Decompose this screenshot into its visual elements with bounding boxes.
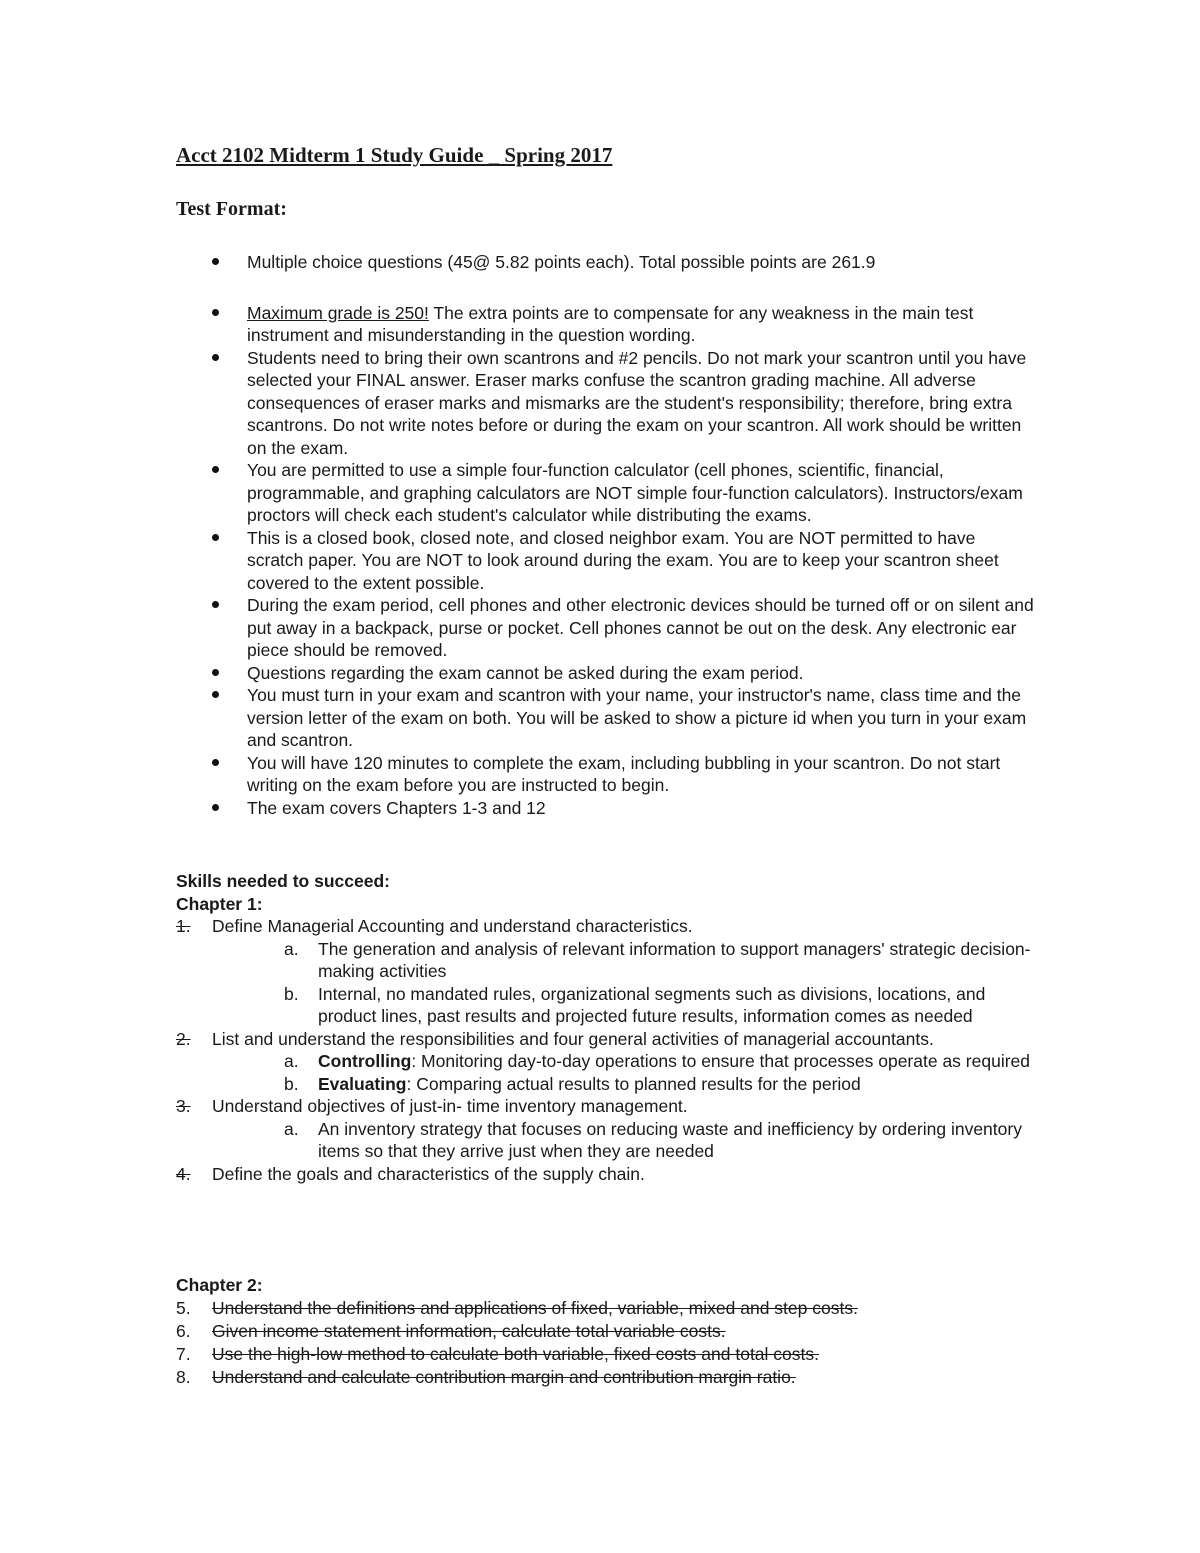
sub-item: b. Internal, no mandated rules, organizational segments such as divisions, locations, and product lines, past results and projected future results, information comes as needed — [284, 983, 986, 1026]
test-format-list — [176, 251, 1036, 819]
skill-item: 8. Understand and calculate contribution margin and contribution margin ratio. — [176, 1366, 796, 1387]
term-evaluating: Evaluating — [318, 1073, 407, 1094]
sub-item: a. The generation and analysis of relevant information to support managers' strategic decision-making activities — [284, 938, 1031, 981]
skill-item: 4. Define the goals and characteristics of the supply chain. — [176, 1163, 645, 1184]
bullet-icon — [212, 258, 219, 265]
bullet-icon — [212, 534, 219, 541]
bullet-icon — [212, 669, 219, 676]
list-item: You will have 120 minutes to complete the exam, including bubbling in your scantron. Do not start writing on the exam before you are instructed to begin. — [176, 752, 1036, 797]
skill-item: 5. Understand the definitions and applications of fixed, variable, mixed and step costs. — [176, 1297, 858, 1318]
skill-item: 6. Given income statement information, calculate total variable costs. — [176, 1320, 726, 1341]
bullet-icon — [212, 466, 219, 473]
bullet-icon — [212, 759, 219, 766]
bullet-icon — [212, 691, 219, 698]
skill-item: 2. List and understand the responsibilities and four general activities of managerial accountants. — [176, 1028, 934, 1049]
skill-item: 7. Use the high-low method to calculate both variable, fixed costs and total costs. — [176, 1343, 819, 1364]
item-number: 2. — [176, 1028, 191, 1049]
chapter-2-heading: Chapter 2: — [176, 1275, 263, 1295]
list-item: Multiple choice questions (45@ 5.82 points each). Total possible points are 261.9 — [176, 251, 1036, 274]
list-item: The exam covers Chapters 1-3 and 12 — [176, 797, 1036, 820]
bullet-icon — [212, 804, 219, 811]
chapter-2-section — [176, 1274, 1046, 1389]
skills-section — [176, 870, 1046, 1185]
skills-heading: Skills needed to succeed: — [176, 871, 390, 891]
bullet-icon — [212, 354, 219, 361]
item-number: 1. — [176, 916, 191, 936]
list-item: This is a closed book, closed note, and closed neighbor exam. You are NOT permitted to have scratch paper. You are NOT to look around during the exam. You are to keep your scantron sheet covered to the extent possible. — [176, 527, 1036, 595]
sub-item: a. Controlling: Monitoring day-to-day operations to ensure that processes operate as required — [284, 1051, 1030, 1071]
list-item: You must turn in your exam and scantron with your name, your instructor's name, class time and the version letter of the exam on both. You will be asked to show a picture id when you turn in your exam and scantron. — [176, 684, 1036, 752]
list-item: Maximum grade is 250! The extra points are to compensate for any weakness in the main test instrument and misunderstanding in the question wording. — [176, 302, 1036, 347]
skill-item: 3. Understand objectives of just-in- time inventory management. — [176, 1096, 688, 1116]
list-item: Students need to bring their own scantrons and #2 pencils. Do not mark your scantron until you have selected your FINAL answer. Eraser marks confuse the scantron grading machine. All adverse consequences of eraser marks and mismarks are the student's responsibility; therefore, bring extra scantrons. Do not write notes before or during the exam on your scantron. All work should be written on the exam. — [176, 347, 1036, 460]
list-item: During the exam period, cell phones and other electronic devices should be turned off or on silent and put away in a backpack, purse or pocket. Cell phones cannot be out on the desk. Any electronic ear piece should be removed. — [176, 594, 1036, 662]
item-number: 4. — [176, 1163, 191, 1184]
chapter-1-heading: Chapter 1: — [176, 893, 263, 914]
sub-item: b. Evaluating: Comparing actual results to planned results for the period — [284, 1073, 861, 1094]
list-item: Questions regarding the exam cannot be asked during the exam period. — [176, 662, 1036, 685]
bullet-icon — [212, 309, 219, 316]
max-grade-note: Maximum grade is 250! — [247, 302, 429, 323]
skill-item: 1. Define Managerial Accounting and understand characteristics. — [176, 916, 693, 936]
list-item: You are permitted to use a simple four-function calculator (cell phones, scientific, financial, programmable, and graphing calculators are NOT simple four-function calculators). Instructors/exam proctors will check each student's calculator while distributing the exams. — [176, 459, 1036, 527]
sub-item: a. An inventory strategy that focuses on reducing waste and inefficiency by ordering inventory items so that they arrive just when they are needed — [284, 1118, 1022, 1161]
item-number: 3. — [176, 1096, 191, 1116]
document-title: Acct 2102 Midterm 1 Study Guide _ Spring 2017 — [176, 143, 613, 167]
bullet-icon — [212, 601, 219, 608]
test-format-heading: Test Format: — [176, 198, 287, 220]
term-controlling: Controlling — [318, 1051, 412, 1071]
